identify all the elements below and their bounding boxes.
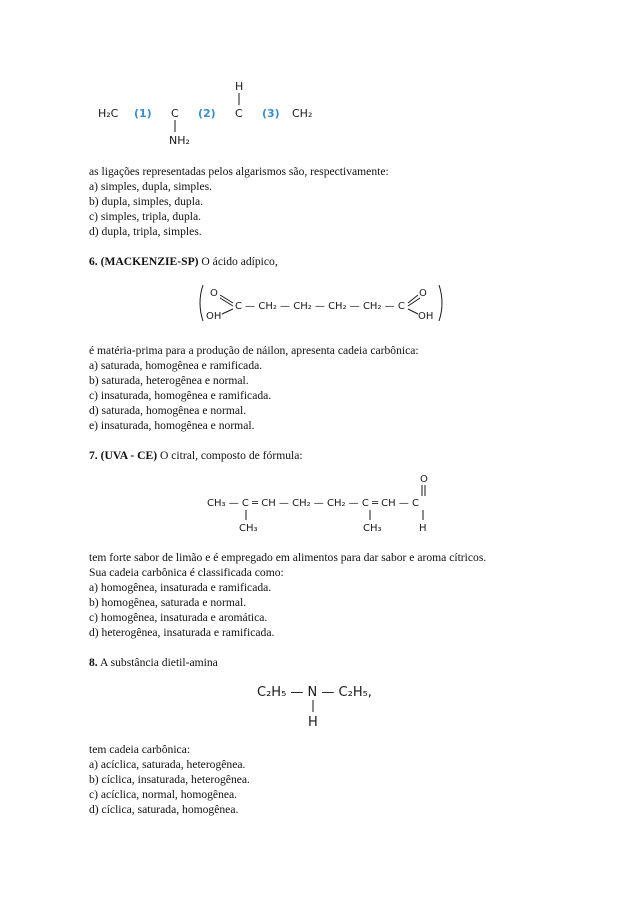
q7-heading [89, 449, 303, 464]
q6-chain: C — CH₂ — CH₂ — CH₂ — CH₂ — C [235, 301, 405, 312]
q7-chain: CH₃ — C ═ CH — CH₂ — CH₂ — C ═ CH — C [207, 498, 420, 509]
q6-option-b: b) saturada, heterogênea e normal. [89, 374, 249, 387]
q7-option-d: d) heterogênea, insaturada e ramificada. [89, 626, 275, 639]
q5-option-c: c) simples, tripla, dupla. [89, 210, 202, 223]
q8-option-d: d) cíclica, saturada, homogênea. [89, 803, 239, 816]
q5-hydrogen: H [235, 80, 244, 93]
q8-formula [255, 678, 375, 732]
q6-oh-left: OH [206, 311, 222, 322]
q7-branch-1: CH₃ [239, 523, 258, 534]
q5-prompt: as ligações representadas pelos algarismos são, respectivamente: [89, 165, 389, 178]
q6-oh-right: OH [418, 311, 434, 322]
q7-intro: O citral, composto de fórmula: [157, 449, 303, 462]
q7-source: (UVA - CE) [100, 449, 158, 462]
q5-nh2: NH₂ [169, 134, 190, 147]
q6-single-bond-left [222, 309, 233, 314]
q7-top-o: O [420, 474, 428, 485]
q5-option-d: d) dupla, tripla, simples. [89, 225, 202, 238]
q5-h2c: H₂C [98, 107, 119, 120]
q6-heading [89, 255, 278, 270]
q5-carbon-1: C [171, 107, 179, 120]
q6-double-bond-right-a [408, 295, 418, 303]
q6-option-c: c) insaturada, homogênea e ramificada. [89, 389, 272, 402]
q6-prompt: é matéria-prima para a produção de náilon, apresenta cadeia carbônica: [89, 344, 419, 357]
q5-option-b: b) dupla, simples, dupla. [89, 195, 203, 208]
q6-paren-left [200, 285, 203, 321]
q7-formula [204, 470, 444, 538]
q8-option-b: b) cíclica, insaturada, heterogênea. [89, 773, 250, 786]
q7-branch-2: CH₃ [363, 523, 382, 534]
q8-h: H [308, 715, 318, 730]
q7-option-a: a) homogênea, insaturada e ramificada. [89, 581, 272, 594]
q5-structure [90, 76, 350, 150]
q5-ch2: CH₂ [292, 107, 313, 120]
q6-number: 6. [89, 255, 98, 268]
q6-o-right: O [419, 288, 427, 299]
q8-option-c: c) acíclica, normal, homogênea. [89, 788, 238, 801]
q8-option-a: a) acíclica, saturada, heterogênea. [89, 758, 246, 771]
q7-line1: tem forte sabor de limão e é empregado em alimentos para dar sabor e aroma cítricos. [89, 551, 487, 564]
q5-bond-label-2: (2) [198, 107, 216, 120]
q6-option-e: e) insaturada, homogênea e normal. [89, 419, 255, 432]
q6-o-left: O [210, 288, 218, 299]
q6-single-bond-right [408, 309, 418, 314]
q6-option-a: a) saturada, homogênea e ramificada. [89, 359, 263, 372]
q7-option-b: b) homogênea, saturada e normal. [89, 596, 247, 609]
q6-intro: O ácido adípico, [198, 255, 278, 268]
q8-heading [89, 656, 218, 671]
q6-formula [196, 281, 446, 327]
q6-source: (MACKENZIE-SP) [100, 255, 199, 268]
q5-option-a: a) simples, dupla, simples. [89, 180, 213, 193]
q8-number: 8. [89, 656, 98, 669]
q5-bond-label-1: (1) [134, 107, 152, 120]
q7-line2: Sua cadeia carbônica é classificada como: [89, 566, 284, 579]
q6-option-d: d) saturada, homogênea e normal. [89, 404, 247, 417]
q8-prompt: tem cadeia carbônica: [89, 743, 191, 756]
q5-carbon-2: C [235, 107, 243, 120]
q5-bond-label-3: (3) [262, 107, 280, 120]
q7-number: 7. [89, 449, 98, 462]
q7-option-c: c) homogênea, insaturada e aromática. [89, 611, 268, 624]
q8-intro: A substância dietil-amina [97, 656, 218, 669]
q8-chain: C₂H₅ — N — C₂H₅, [257, 685, 372, 700]
q7-bottom-h: H [419, 523, 427, 534]
q6-paren-right [439, 285, 442, 321]
